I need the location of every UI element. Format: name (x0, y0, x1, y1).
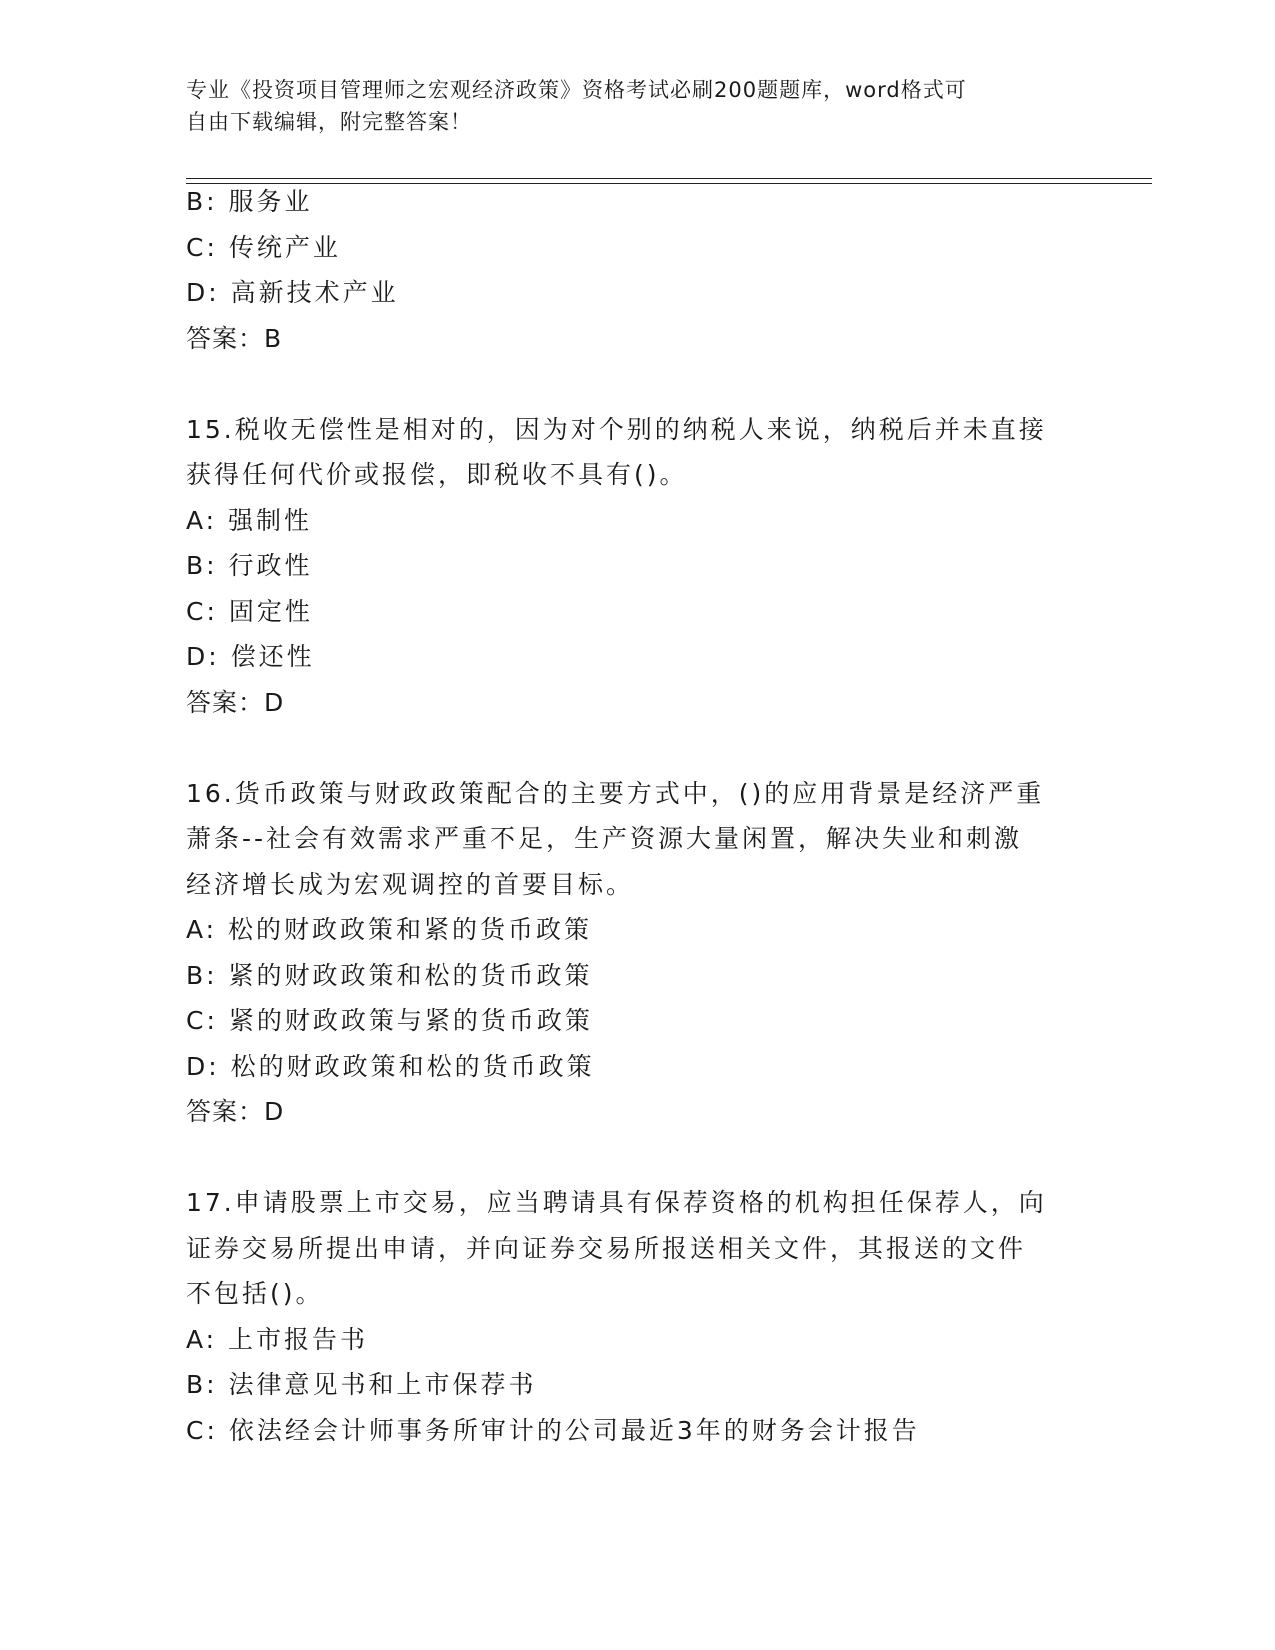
question-stem-line: 17.申请股票上市交易，应当聘请具有保荐资格的机构担任保荐人，向 (186, 1188, 1047, 1217)
option-b: B: 服务业 (186, 187, 313, 216)
option-c: C: 传统产业 (186, 232, 341, 262)
spacer (186, 725, 1086, 771)
question-17 (186, 1180, 1086, 1453)
option-c: C: 紧的财政政策与紧的货币政策 (186, 1006, 593, 1035)
question-stem-line: 经济增长成为宏观调控的首要目标。 (186, 869, 635, 899)
option-a: A: 强制性 (186, 505, 313, 535)
option-b: B: 行政性 (186, 551, 313, 580)
header-line: 专业《投资项目管理师之宏观经济政策》资格考试必刷200题题库，word格式可 (186, 78, 967, 102)
question-stem-line: 16.货币政策与财政政策配合的主要方式中，()的应用背景是经济严重 (186, 778, 1045, 808)
question-stem-line: 证券交易所提出申请，并向证券交易所报送相关文件，其报送的文件 (186, 1233, 1027, 1263)
option-d: D: 松的财政政策和松的货币政策 (186, 1051, 595, 1081)
option-a: A: 松的财政政策和紧的货币政策 (186, 915, 593, 944)
spacer (186, 361, 1086, 407)
question-stem-line: 萧条--社会有效需求严重不足，生产资源大量闲置，解决失业和刺激 (186, 824, 1023, 853)
question-stem-line: 15.税收无偿性是相对的，因为对个别的纳税人来说，纳税后并未直接 (186, 414, 1047, 444)
option-c: C: 依法经会计师事务所审计的公司最近3年的财务会计报告 (186, 1415, 920, 1445)
answer: 答案：B (186, 323, 283, 353)
spacer (186, 1135, 1086, 1181)
option-b: B: 紧的财政政策和松的货币政策 (186, 960, 593, 990)
option-b: B: 法律意见书和上市保荐书 (186, 1370, 537, 1399)
question-15 (186, 407, 1086, 726)
answer: 答案：D (186, 687, 285, 717)
header-line: 自由下载编辑，附完整答案！ (186, 110, 472, 134)
option-d: D: 偿还性 (186, 642, 315, 671)
question-16 (186, 771, 1086, 1135)
question-content (186, 179, 1086, 1453)
page-header (186, 74, 1066, 138)
question-stem-line: 获得任何代价或报偿，即税收不具有()。 (186, 460, 688, 489)
question-stem-line: 不包括()。 (186, 1279, 324, 1308)
answer: 答案：D (186, 1097, 285, 1126)
option-d: D: 高新技术产业 (186, 278, 399, 307)
option-c: C: 固定性 (186, 596, 313, 626)
question-14-tail (186, 179, 1086, 361)
option-a: A: 上市报告书 (186, 1324, 369, 1354)
